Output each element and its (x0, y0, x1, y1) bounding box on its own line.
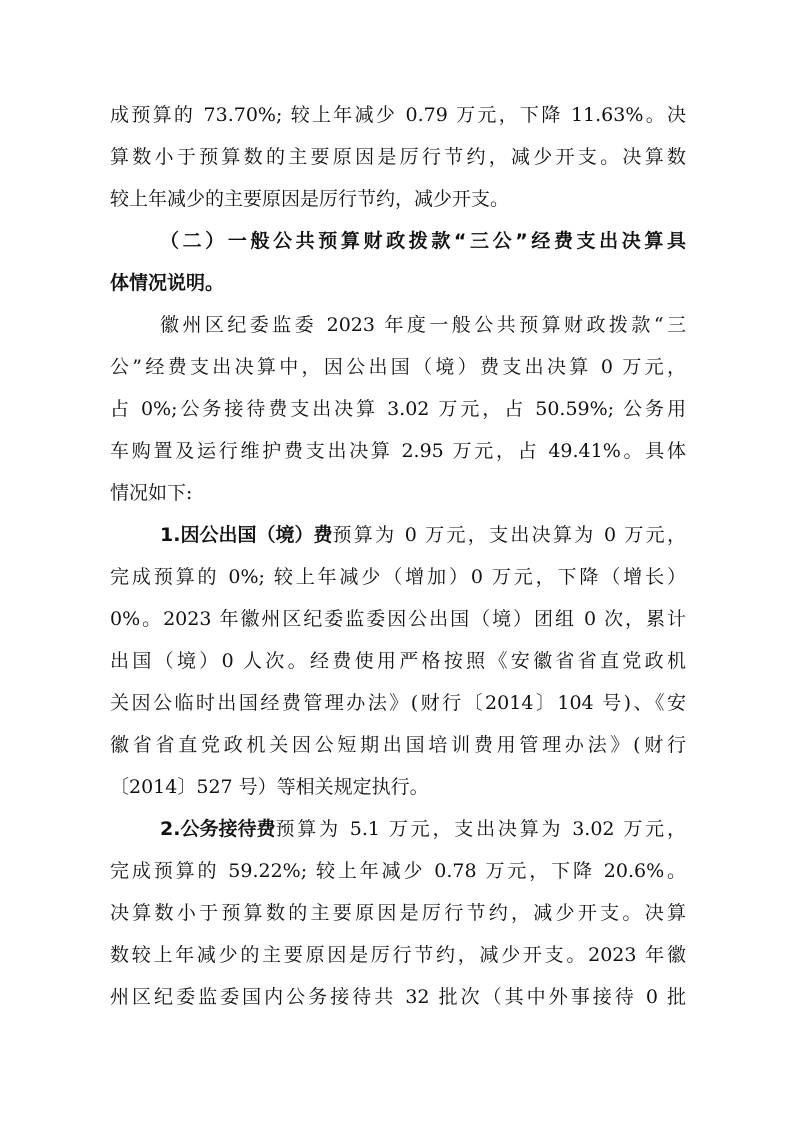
section-heading: （二）一般公共预算财政拨款“三公”经费支出决算具 (160, 230, 686, 252)
paragraph-line: 成预算的 73.70%; 较上年减少 0.79 万元，下降 11.63%。决 (110, 104, 686, 126)
paragraph-line: 徽州区纪委监委 2023 年度一般公共预算财政拨款“三 (160, 314, 686, 336)
paragraph-line: 完成预算的 59.22%; 较上年减少 0.78 万元，下降 20.6%。 (110, 860, 686, 882)
paragraph-line: 算数小于预算数的主要原因是厉行节约，减少开支。决算数 (110, 146, 686, 168)
paragraph-line: 较上年减少的主要原因是厉行节约，减少开支。 (110, 188, 510, 210)
paragraph-line: 完成预算的 0%; 较上年减少（增加）0 万元，下降（增长） (110, 566, 686, 588)
paragraph-line: 车购置及运行维护费支出决算 2.95 万元，占 49.41%。具体 (110, 440, 686, 462)
item-2-line (160, 809, 686, 849)
section-heading: 体情况说明。 (110, 272, 225, 294)
paragraph-line: 州区纪委监委国内公务接待共 32 批次（其中外事接待 0 批 (110, 986, 686, 1008)
paragraph-line: 关因公临时出国经费管理办法》(财行〔2014〕104 号)、《安 (110, 692, 686, 714)
paragraph-line: 决算数小于预算数的主要原因是厉行节约，减少开支。决算 (110, 902, 686, 924)
paragraph-line: 公”经费支出决算中，因公出国（境）费支出决算 0 万元， (110, 356, 686, 378)
paragraph-line: 〔2014〕527 号）等相关规定执行。 (110, 776, 429, 798)
item-2-label: 2.公务接待费 (160, 818, 276, 840)
paragraph-line: 0%。2023 年徽州区纪委监委因公出国（境）团组 0 次，累计 (110, 608, 686, 630)
paragraph-line: 数较上年减少的主要原因是厉行节约，减少开支。2023 年徽 (110, 944, 686, 966)
item-1-line (160, 515, 686, 555)
item-2-text: 预算为 5.1 万元，支出决算为 3.02 万元， (275, 818, 686, 840)
item-1-label: 1.因公出国（境）费 (160, 524, 333, 546)
paragraph-line: 情况如下: (110, 482, 193, 504)
paragraph-line: 出国（境）0 人次。经费使用严格按照《安徽省省直党政机 (110, 650, 686, 672)
item-1-text: 预算为 0 万元，支出决算为 0 万元， (332, 524, 686, 546)
paragraph-line: 占 0%;公务接待费支出决算 3.02 万元，占 50.59%; 公务用 (110, 398, 686, 420)
paragraph-line: 徽省省直党政机关因公短期出国培训费用管理办法》(财行 (110, 734, 686, 756)
